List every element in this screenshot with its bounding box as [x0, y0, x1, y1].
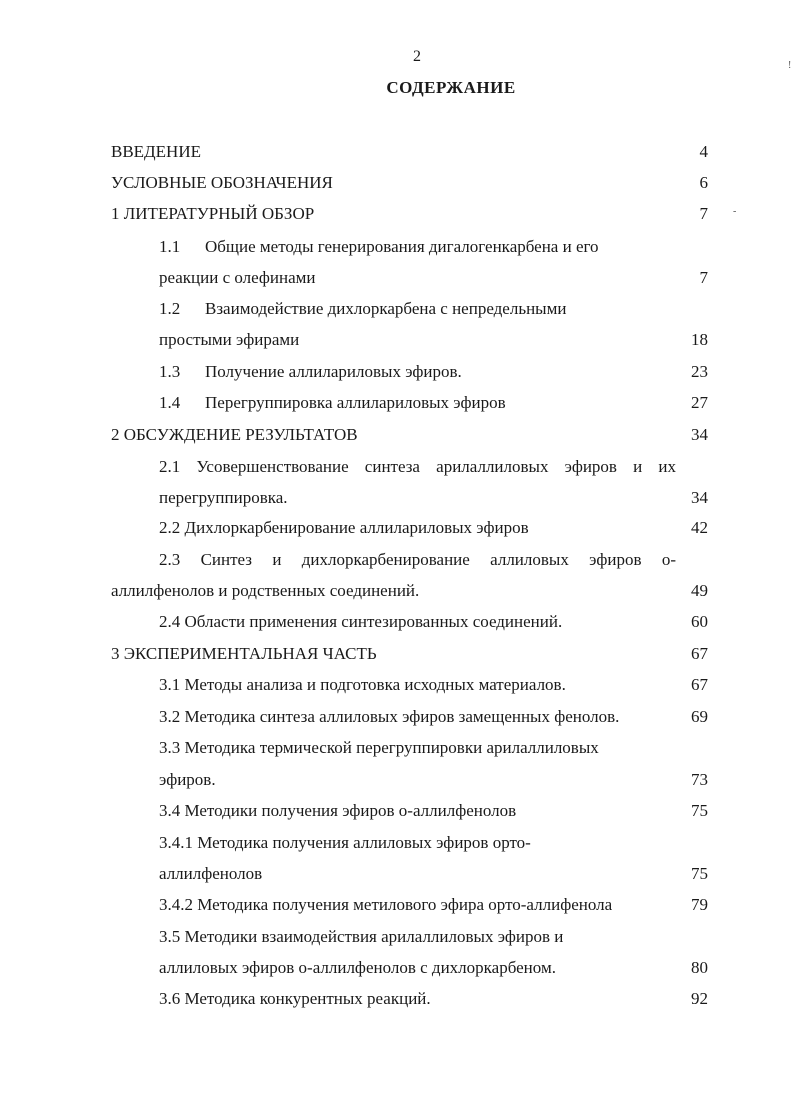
toc-entry-line1: 2.3 Синтез и дихлоркарбенирование аллиловых эфиров о- — [159, 550, 676, 569]
toc-entry-page: 7 — [699, 268, 708, 287]
toc-entry-line2: эфиров. — [159, 770, 216, 789]
toc-entry-text: 1 ЛИТЕРАТУРНЫЙ ОБЗОР — [111, 204, 315, 223]
toc-entry-text: 3.1 Методы анализа и подготовка исходных материалов. — [159, 675, 566, 694]
toc-entry-page: 42 — [691, 518, 708, 537]
toc-entry-number: 1.1 — [159, 237, 181, 256]
toc-entry-label: Получение аллилариловых эфиров. — [205, 362, 462, 381]
toc-entry-text — [159, 298, 566, 320]
toc-entry-page: 60 — [691, 612, 708, 631]
toc-entry-text: УСЛОВНЫЕ ОБОЗНАЧЕНИЯ — [111, 173, 333, 192]
toc-entry-text — [159, 236, 599, 258]
toc-entry-page: 27 — [691, 393, 708, 412]
toc-entry-page: 23 — [691, 362, 708, 381]
toc-entry-text: 3.4 Методики получения эфиров о-аллилфенолов — [159, 801, 517, 820]
toc-entry-line1: 3.3 Методика термической перегруппировки арилаллиловых — [159, 738, 599, 757]
toc-entry-line2: аллилфенолов и родственных соединений. — [111, 581, 420, 600]
toc-entry-page: 69 — [691, 707, 708, 726]
toc-entry-text: 3 ЭКСПЕРИМЕНТАЛЬНАЯ ЧАСТЬ — [111, 644, 377, 663]
toc-entry-page: 18 — [691, 330, 708, 349]
toc-entry-page: 92 — [691, 989, 708, 1008]
toc-entry-text: 3.6 Методика конкурентных реакций. — [159, 989, 431, 1008]
toc-entry-line2: перегруппировка. — [159, 488, 288, 507]
toc-entry-page: 49 — [691, 581, 708, 600]
toc-entry-page: 79 — [691, 895, 708, 914]
toc-entry-page: 7 — [699, 204, 708, 223]
toc-entry-number: 1.3 — [159, 362, 181, 381]
toc-entry-text: ВВЕДЕНИЕ — [111, 142, 201, 161]
toc-entry-line1: Общие методы генерирования дигалогенкарбена и его — [205, 237, 599, 256]
page-number: 2 — [413, 48, 421, 65]
scan-artifact: ! — [788, 60, 792, 71]
toc-entry-number: 1.4 — [159, 393, 181, 412]
toc-entry-page: 73 — [691, 770, 708, 789]
toc-entry-text — [159, 392, 506, 414]
toc-entry-page: 6 — [699, 173, 708, 192]
toc-entry-line2: аллилфенолов — [159, 864, 263, 883]
toc-entry-text: 2 ОБСУЖДЕНИЕ РЕЗУЛЬТАТОВ — [111, 425, 358, 444]
toc-entry-label: Перегруппировка аллилариловых эфиров — [205, 393, 506, 412]
toc-entry-text: 2.2 Дихлоркарбенирование аллилариловых эфиров — [159, 518, 529, 537]
toc-entry-line2: аллиловых эфиров о-аллилфенолов с дихлоркарбеном. — [159, 958, 556, 977]
toc-entry-text: 2.4 Области применения синтезированных соединений. — [159, 612, 563, 631]
toc-entry-page: 75 — [691, 801, 708, 820]
toc-entry-line2: простыми эфирами — [159, 330, 300, 349]
toc-entry-line1: 3.4.1 Методика получения аллиловых эфиров орто- — [159, 833, 531, 852]
toc-entry-number: 1.2 — [159, 299, 181, 318]
toc-entry-page: 75 — [691, 864, 708, 883]
toc-entry-page: 80 — [691, 958, 708, 977]
toc-entry-page: 34 — [691, 488, 708, 507]
toc-entry-text: 3.4.2 Методика получения метилового эфира орто-аллифенола — [159, 895, 613, 914]
toc-entry-line1: 2.1 Усовершенствование синтеза арилаллиловых эфиров и их — [159, 457, 676, 476]
toc-entry-page: 34 — [691, 425, 708, 444]
toc-entry-page: 67 — [691, 644, 708, 663]
scan-artifact: - — [733, 206, 737, 217]
toc-entry-line1: 3.5 Методики взаимодействия арилаллиловых эфиров и — [159, 927, 564, 946]
toc-entry-text: 3.2 Методика синтеза аллиловых эфиров замещенных фенолов. — [159, 707, 620, 726]
page-title: СОДЕРЖАНИЕ — [386, 78, 516, 97]
toc-entry-line1: Взаимодействие дихлоркарбена с непредельными — [205, 299, 567, 318]
toc-entry-text — [159, 361, 462, 383]
toc-entry-line2: реакции с олефинами — [159, 268, 316, 287]
toc-entry-page: 4 — [699, 142, 708, 161]
toc-entry-page: 67 — [691, 675, 708, 694]
